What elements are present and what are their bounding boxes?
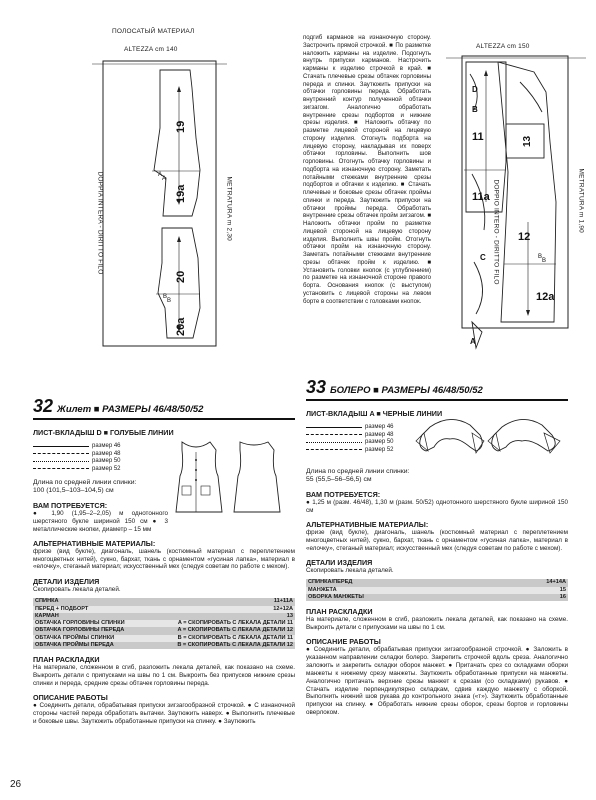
pattern-diagram-right xyxy=(446,52,586,357)
size-line-48: размер 48 xyxy=(33,450,143,458)
mark-a: A xyxy=(470,337,476,346)
table-row: ОБОРКА МАНЖЕТЫ 16 xyxy=(308,593,566,600)
piece-13-label: 13 xyxy=(522,135,533,147)
section-number: 32 xyxy=(33,396,54,416)
mark-c: C xyxy=(480,253,486,262)
table-row: КАРМАН 13 xyxy=(35,612,293,619)
piece-19a-label: 19a xyxy=(175,184,187,203)
size-line-50: размер 50 xyxy=(33,458,143,466)
section-32-vest xyxy=(33,396,295,726)
piece-11a-label: 11a xyxy=(472,191,490,203)
alt-materials-heading: АЛЬТЕРНАТИВНЫЕ МАТЕРИАЛЫ: xyxy=(306,519,429,529)
mark-b: B xyxy=(472,105,478,114)
materials-heading: ВАМ ПОТРЕБУЕТСЯ: xyxy=(306,489,381,499)
section-number: 33 xyxy=(306,377,327,397)
title-rule xyxy=(306,399,568,401)
layout-text: На материале, сложенном в сгиб, разложить лекала деталей, как показано на схеме. Выкроить детали с припусками на швы по 1 см. Выкроить без припусков нижние срезы спинки и переда, средние срезы обтачек горловины переда. xyxy=(33,664,295,688)
size-line-46: размер 46 xyxy=(306,424,416,432)
back-length-label: Длина по средней линии спинки: xyxy=(33,478,137,486)
work-text: ● Соединить детали, обрабатывая припуски зигзагообразной строчкой. ● Заложить в указанном направлении складки болеро. Закрепить строчкой вдоль среза. Аналогично заложить и закрепить складки оборок манжет. ● Притачать срез со складками оборки манжеты к нижнему срезу манжеты. Заутюжить обработанные припуски на манжеты. Аналогично притачать верхние срезы манжет к срезам (со складками) рукавов. ● Стачать изделие перпендикулярно складкам, сдвив каждую манжету с оборкой. Выполнить нижний шов рукава до контрольного знака («т»). Заутюжить обработанные припуски на спинку. ● Обработать нижние срезы оборок, срезы бортов и горловины оверлоком. xyxy=(306,646,568,717)
mark-d: D xyxy=(472,85,478,94)
mark-b: B xyxy=(167,298,172,304)
grain-note-left: DOPPIA INTERA - DIRITTO FILO xyxy=(96,171,104,275)
table-row: СПИНКА 11+11A xyxy=(35,598,293,605)
fabric-type-label: ПОЛОСАТЫЙ МАТЕРИАЛ xyxy=(112,28,195,35)
piece-20a-label: 20a xyxy=(175,317,187,336)
yardage-note-left: METRATURA m 2,30 xyxy=(225,176,233,241)
fabric-width-label: ALTEZZA cm 150 xyxy=(476,43,530,50)
title-rule xyxy=(33,418,295,420)
section-32-title xyxy=(33,396,295,417)
mark-b: B xyxy=(542,258,547,264)
table-row: ОБТАЧКА ПРОЙМЫ ПЕРЕДА B = СКОПИРОВАТЬ С ЛЕКАЛА ДЕТАЛИ 12 xyxy=(35,642,293,649)
piece-19-label: 19 xyxy=(175,120,187,133)
vest-sketch xyxy=(168,436,288,516)
piece-11-label: 11 xyxy=(472,131,484,143)
mark-b: B xyxy=(538,254,543,260)
fabric-width-label: ALTEZZA cm 140 xyxy=(124,46,178,53)
back-length-label: Длина по средней линии спинки: xyxy=(306,467,410,475)
continued-instructions: подгиб карманов на изнаночную сторону. Застрочить прямой строчкой. ■ По разметке наложить карманы на изделие. Подогнуть внутрь припуски карманов. Настрочить карманы к изделию строчкой в край. ■ Стачать плечевые срезы обтачек горловины переда и спинки. Заутюжить припуски на обтачки горловины переда. Обработать внутренний контур полученной обтачки зигзагом. Аналогично обработать внутренние срезы подбортов и нижние срезы изделия. ■ Наложить обтачку по разметке лицевой стороной на лицевую сторону изделия. Отогнуть подборта на лицевую сторону, накладывая их поверх обтачки горловины. Выполнить шов горловины. Отогнуть обтачку горловины и подборта на изнаночную сторону. Заметать потайными стежками внутренние срезы подбортов и обтачки к изделию. ■ Стачать плечевые и боковые срезы обтачек проймы спинки и переда. Заутюжить припуски на обтачки проймы переда. Обработать внутренние срезы обтачек пройм зигзагом. ■ Наложить обтачки пройм по разметке лицевой стороной на лицевую сторону изделия. Выполнить швы пройм. Отогнуть обтачки пройм на изнаночную сторону. Заметать потайными стежками внутренние срезы обтачек пройм к изделию. ■ Установить головки кнопок (с углублением) по разметке на изнаночной стороне правого борта. Основания кнопок (с выступом) установить с лицевой стороны на левом борте в соответствии с головками кнопок. xyxy=(303,34,431,305)
table-row: ОБТАЧКА ГОРЛОВИНЫ ПЕРЕДА A = СКОПИРОВАТЬ С ЛЕКАЛА ДЕТАЛИ 12 xyxy=(35,627,293,634)
table-row: ОБТАЧКА ГОРЛОВИНЫ СПИНКИ A = СКОПИРОВАТЬ С ЛЕКАЛА ДЕТАЛИ 11 xyxy=(35,620,293,627)
layout-heading: ПЛАН РАСКЛАДКИ xyxy=(306,607,373,617)
pattern-layout-19-20 xyxy=(92,28,233,348)
table-row: ОБТАЧКА ПРОЙМЫ СПИНКИ B = СКОПИРОВАТЬ С ЛЕКАЛА ДЕТАЛИ 11 xyxy=(35,634,293,641)
materials-text: ● 1,25 м (разм. 46/48), 1,30 м (разм. 50/52) однотонного шерстяного букле шириной 150 см xyxy=(306,498,568,514)
parts-subtitle: Скопировать лекала деталей. xyxy=(306,567,394,575)
size-line-48: размер 48 xyxy=(306,431,416,439)
alt-materials-text: фризе (вид букле), диагональ, шанель (костюмный материал с переплетением многоцветных нитей), сукно, бархат, ткань с орнаментом «гусиная лапка», материал в «елочку», стеганый материал; искусственный мех (следуя советам по работе с мехом). xyxy=(306,528,568,552)
mark-a: A xyxy=(158,172,163,178)
table-row: СПИНКА/ПЕРЕД 14+14A xyxy=(308,579,566,586)
back-length-value: 100 (101,5–103–104,5) см xyxy=(33,486,114,494)
pattern-layout-11-16 xyxy=(446,40,586,365)
materials-heading: ВАМ ПОТРЕБУЕТСЯ: xyxy=(33,500,108,510)
piece-12-label: 12 xyxy=(518,231,531,243)
yardage-note-right: METRATURA m 1,90 xyxy=(577,168,585,233)
layout-text: На материале, сложенном в сгиб, разложить лекала деталей, как показано на схеме. Выкроить детали с припусками на швы по 1 см. xyxy=(306,616,568,632)
work-heading: ОПИСАНИЕ РАБОТЫ xyxy=(306,637,381,647)
layout-heading: ПЛАН РАСКЛАДКИ xyxy=(33,655,100,665)
size-line-52: размер 52 xyxy=(33,465,143,473)
piece-12a-label: 12a xyxy=(536,291,555,303)
size-line-52: размер 52 xyxy=(306,446,416,454)
section-33-title xyxy=(306,377,568,398)
size-line-46: размер 46 xyxy=(33,443,143,451)
table-row: МАНЖЕТА 15 xyxy=(308,586,566,593)
alt-materials-heading: АЛЬТЕРНАТИВНЫЕ МАТЕРИАЛЫ: xyxy=(33,538,156,548)
bolero-sketch xyxy=(414,407,564,465)
sheet-label: ЛИСТ-ВКЛАДЫШ A ■ ЧЕРНЫЕ ЛИНИИ xyxy=(306,408,443,418)
section-33-bolero xyxy=(306,377,568,717)
alt-materials-text: фризе (вид букле), диагональ, шанель (костюмный материал с переплетением многоцветных нитей), сукно, бархат, ткань с орнаментом «гусиная лапка», материал в «елочку», стеганый материал; искусственный мех (следуя советам по работе с мехом). xyxy=(33,547,295,571)
parts-table xyxy=(33,598,295,649)
mark-a: A xyxy=(162,176,167,182)
work-text: ● Соединить детали, обрабатывая припуски зигзагообразной строчкой. ● С изнаночной стороны частей переда обработать вытачки. Заутюжить наверх. ● Выполнить плечевые и боковые швы. Заутюжить обработанные припуски на спинку. ● Заутюжить xyxy=(33,702,295,725)
parts-heading: ДЕТАЛИ ИЗДЕЛИЯ xyxy=(306,558,373,568)
materials-text: ● 1,90 (1,95–2–2,05) м однотонного шерстяного букле шириной 150 см ● 3 металлические кнопки, диаметр – 15 мм xyxy=(33,509,168,533)
sheet-label: ЛИСТ-ВКЛАДЫШ D ■ ГОЛУБЫЕ ЛИНИИ xyxy=(33,427,174,437)
section-heading: БОЛЕРО ■ РАЗМЕРЫ 46/48/50/52 xyxy=(330,385,483,396)
back-length-value: 55 (55,5–56–56,5) см xyxy=(306,475,372,483)
size-legend xyxy=(33,443,143,473)
piece-20-label: 20 xyxy=(175,270,187,283)
grain-note-right: DOPPIO INTERO - DIRITTO FILO xyxy=(492,179,500,285)
size-line-50: размер 50 xyxy=(306,439,416,447)
mark-b: B xyxy=(163,294,168,300)
size-legend xyxy=(306,424,416,454)
parts-subtitle: Скопировать лекала деталей. xyxy=(33,586,121,594)
parts-heading: ДЕТАЛИ ИЗДЕЛИЯ xyxy=(33,577,100,587)
parts-table xyxy=(306,579,568,601)
work-heading: ОПИСАНИЕ РАБОТЫ xyxy=(33,693,108,703)
pattern-diagram-left xyxy=(92,58,227,348)
section-heading: Жилет ■ РАЗМЕРЫ 46/48/50/52 xyxy=(57,404,204,415)
page-number: 26 xyxy=(10,779,22,790)
table-row: ПЕРЕД + ПОДБОРТ 12+12A xyxy=(35,605,293,612)
